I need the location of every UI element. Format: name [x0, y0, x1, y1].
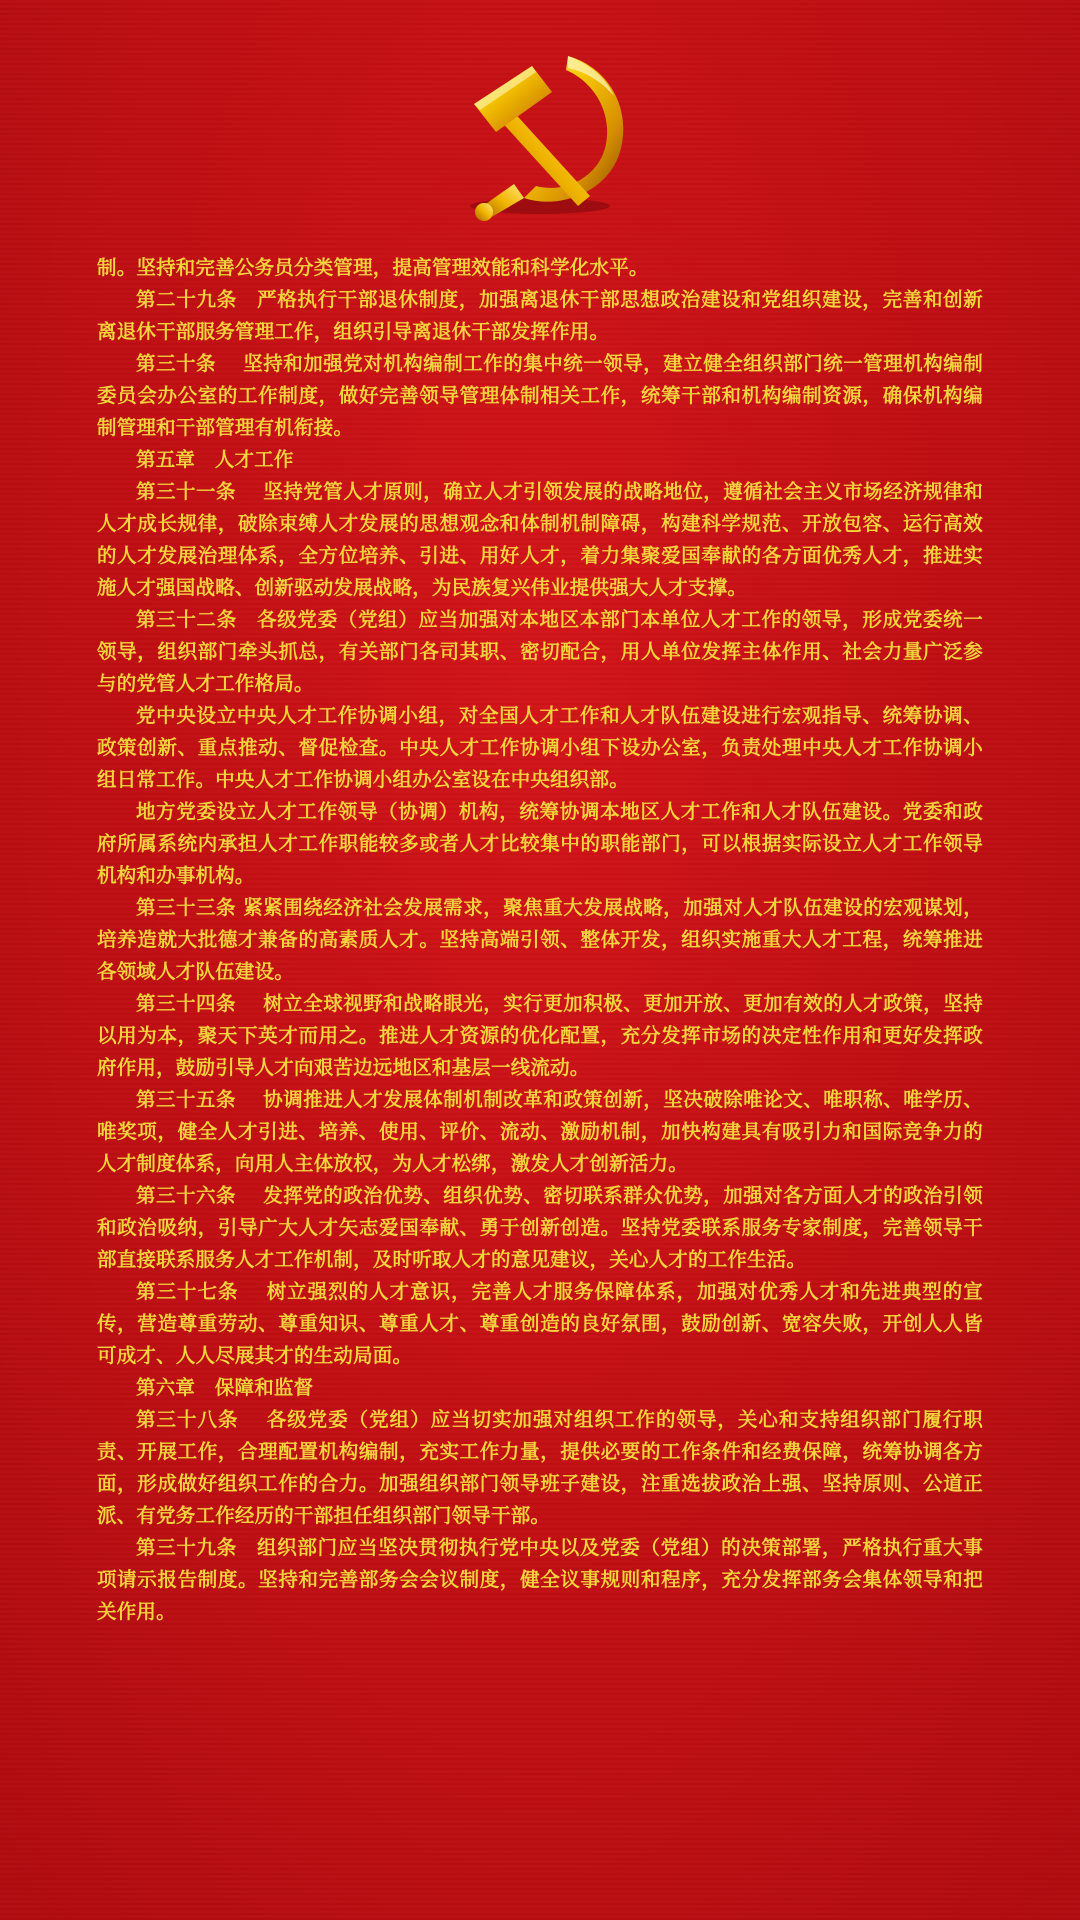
- article-paragraph: 党中央设立中央人才工作协调小组，对全国人才工作和人才队伍建设进行宏观指导、统筹协调、政策创新、重点推动、督促检查。中央人才工作协调小组下设办公室，负责处理中央人才工作协调小组日常工作。中央人才工作协调小组办公室设在中央组织部。: [97, 704, 983, 791]
- article-paragraph: 第三十一条 坚持党管人才原则，确立人才引领发展的战略地位，遵循社会主义市场经济规律和人才成长规律，破除束缚人才发展的思想观念和体制机制障碍，构建科学规范、开放包容、运行高效的人才发展治理体系，全方位培养、引进、用好人才，着力集聚爱国奉献的各方面优秀人才，推进实施人才强国战略、创新驱动发展战略，为民族复兴伟业提供强大人才支撑。: [97, 480, 983, 599]
- article-paragraph: 第二十九条 严格执行干部退休制度，加强离退休干部思想政治建设和党组织建设，完善和创新离退休干部服务管理工作，组织引导离退休干部发挥作用。: [97, 288, 983, 343]
- article-paragraph: 第三十八条 各级党委（党组）应当切实加强对组织工作的领导，关心和支持组织部门履行职责、开展工作，合理配置机构编制，充实工作力量，提供必要的工作条件和经费保障，统筹协调各方面，形成做好组织工作的合力。加强组织部门领导班子建设，注重选拔政治上强、坚持原则、公道正派、有党务工作经历的干部担任组织部门领导干部。: [97, 1408, 983, 1527]
- article-paragraph: 第三十三条 紧紧围绕经济社会发展需求，聚焦重大发展战略，加强对人才队伍建设的宏观谋划，培养造就大批德才兼备的高素质人才。坚持高端引领、整体开发，组织实施重大人才工程，统筹推进各领域人才队伍建设。: [97, 896, 983, 983]
- chapter-heading: 第五章 人才工作: [136, 448, 294, 471]
- article-paragraph: 第三十条 坚持和加强党对机构编制工作的集中统一领导，建立健全组织部门统一管理机构编制委员会办公室的工作制度，做好完善领导管理体制相关工作，统筹干部和机构编制资源，确保机构编制管理和干部管理有机衔接。: [97, 352, 983, 439]
- article-paragraph: 第三十九条 组织部门应当坚决贯彻执行党中央以及党委（党组）的决策部署，严格执行重大事项请示报告制度。坚持和完善部务会会议制度，健全议事规则和程序，充分发挥部务会集体领导和把关作用。: [97, 1536, 983, 1623]
- article-paragraph: 第三十二条 各级党委（党组）应当加强对本地区本部门本单位人才工作的领导，形成党委统一领导，组织部门牵头抓总，有关部门各司其职、密切配合，用人单位发挥主体作用、社会力量广泛参与的党管人才工作格局。: [97, 608, 983, 695]
- article-paragraph: 第三十六条 发挥党的政治优势、组织优势、密切联系群众优势，加强对各方面人才的政治引领和政治吸纳，引导广大人才矢志爱国奉献、勇于创新创造。坚持党委联系服务专家制度，完善领导干部直接联系服务人才工作机制，及时听取人才的意见建议，关心人才的工作生活。: [97, 1184, 983, 1271]
- hammer-sickle-emblem: [440, 48, 640, 223]
- article-text-body: [97, 252, 983, 1628]
- chapter-heading: 第六章 保障和监督: [136, 1376, 314, 1399]
- article-paragraph: 第三十五条 协调推进人才发展体制机制改革和政策创新，坚决破除唯论文、唯职称、唯学历、唯奖项，健全人才引进、培养、使用、评价、流动、激励机制，加快构建具有吸引力和国际竞争力的人才制度体系，向用人主体放权，为人才松绑，激发人才创新活力。: [97, 1088, 983, 1175]
- article-paragraph: 地方党委设立人才工作领导（协调）机构，统筹协调本地区人才工作和人才队伍建设。党委和政府所属系统内承担人才工作职能较多或者人才比较集中的职能部门，可以根据实际设立人才工作领导机构和办事机构。: [97, 800, 983, 887]
- article-paragraph: 第三十四条 树立全球视野和战略眼光，实行更加积极、更加开放、更加有效的人才政策，坚持以用为本，聚天下英才而用之。推进人才资源的优化配置，充分发挥市场的决定性作用和更好发挥政府作用，鼓励引导人才向艰苦边远地区和基层一线流动。: [97, 992, 983, 1079]
- article-paragraph: 第三十七条 树立强烈的人才意识，完善人才服务保障体系，加强对优秀人才和先进典型的宣传，营造尊重劳动、尊重知识、尊重人才、尊重创造的良好氛围，鼓励创新、宽容失败，开创人人皆可成才、人人尽展其才的生动局面。: [97, 1280, 983, 1367]
- article-paragraph: 制。坚持和完善公务员分类管理，提高管理效能和科学化水平。: [97, 256, 649, 279]
